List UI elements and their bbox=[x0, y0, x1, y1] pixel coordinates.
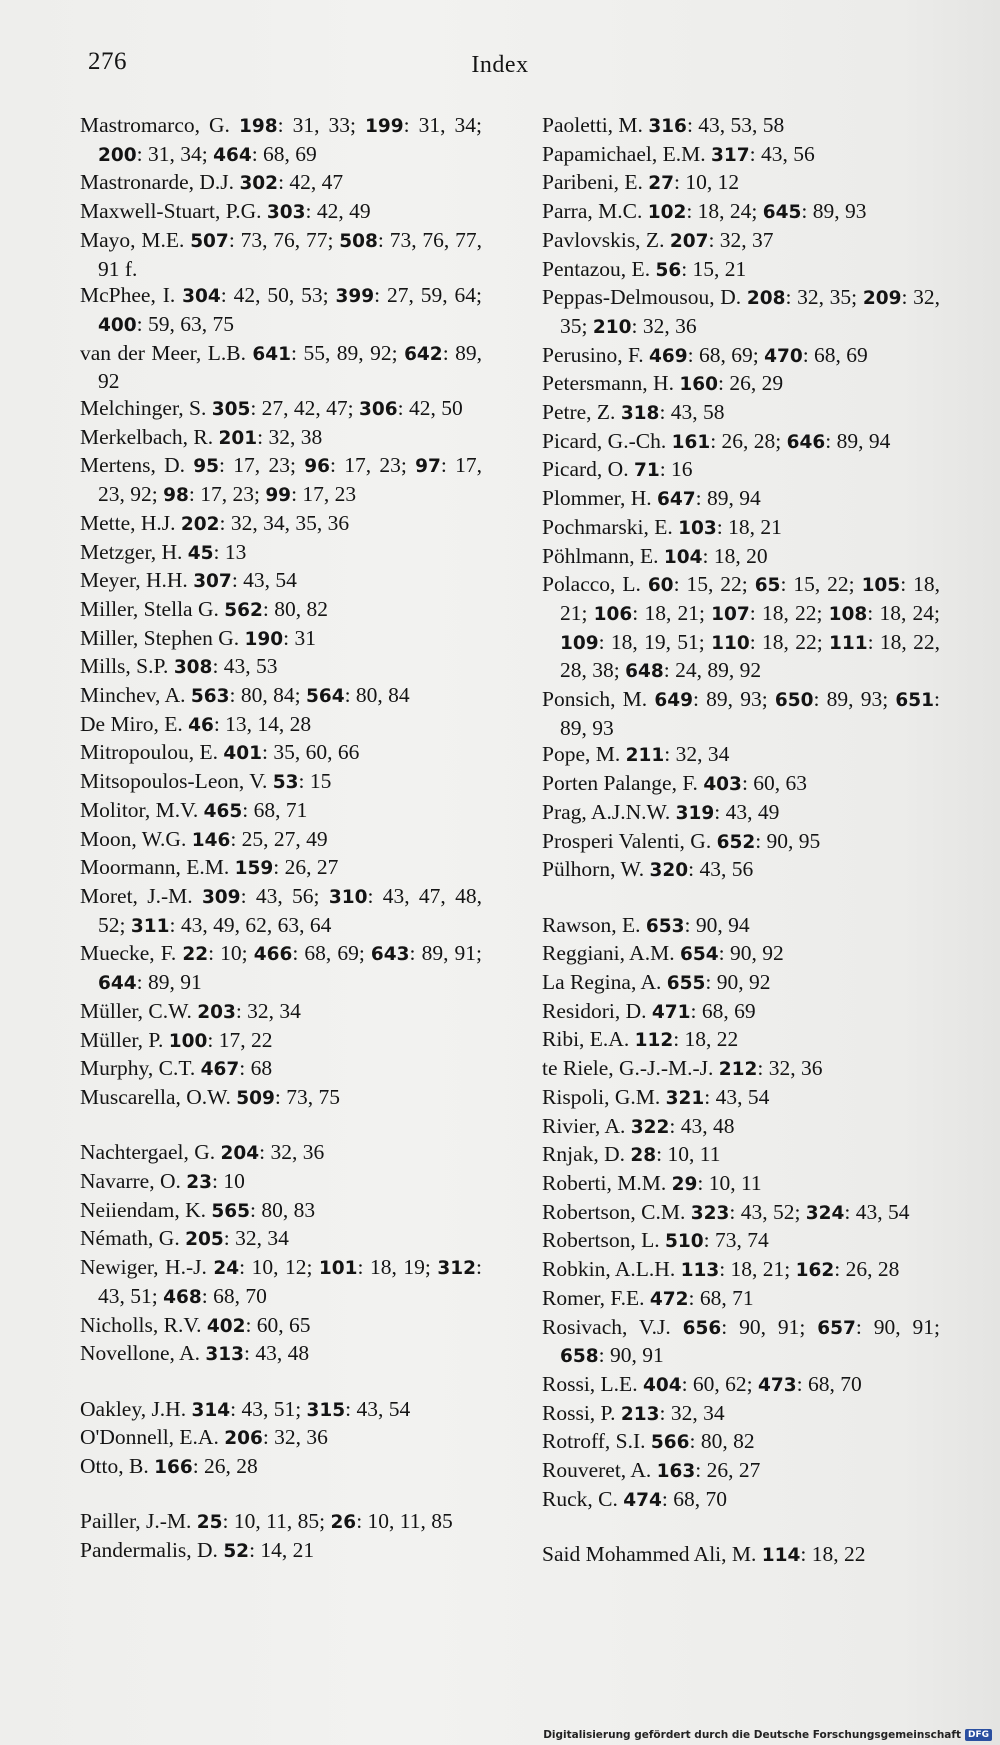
index-entry: Oakley, J.H. 314: 43, 51; 315: 43, 54 bbox=[80, 1396, 411, 1421]
index-entry: Metzger, H. 45: 13 bbox=[80, 539, 247, 564]
index-entry: Otto, B. 166: 26, 28 bbox=[80, 1454, 258, 1479]
index-entry: Mastronarde, D.J. 302: 42, 47 bbox=[80, 170, 344, 195]
index-entry: Petre, Z. 318: 43, 58 bbox=[542, 400, 725, 425]
index-entry: Murphy, C.T. 467: 68 bbox=[80, 1056, 273, 1081]
index-entry: Rosivach, V.J. 656: 90, 91; 657: 90, 91; 658: 90, 91 bbox=[542, 1314, 941, 1368]
index-entry: Novellone, A. 313: 43, 48 bbox=[80, 1341, 310, 1366]
running-head: Index bbox=[471, 52, 529, 78]
index-entry: Moon, W.G. 146: 25, 27, 49 bbox=[80, 826, 328, 851]
index-entry: Mills, S.P. 308: 43, 53 bbox=[80, 654, 278, 679]
index-entry: Petersmann, H. 160: 26, 29 bbox=[542, 371, 784, 396]
index-entry: Prosperi Valenti, G. 652: 90, 95 bbox=[542, 828, 821, 853]
index-entry: Paribeni, E. 27: 10, 12 bbox=[542, 170, 740, 195]
index-entry: Pentazou, E. 56: 15, 21 bbox=[542, 256, 747, 281]
index-entry: Maxwell-Stuart, P.G. 303: 42, 49 bbox=[80, 199, 371, 224]
letter-group-gap bbox=[542, 1514, 940, 1541]
index-entry: Neiiendam, K. 565: 80, 83 bbox=[80, 1197, 316, 1222]
index-entry: Muscarella, O.W. 509: 73, 75 bbox=[80, 1084, 340, 1109]
index-entry: Mette, H.J. 202: 32, 34, 35, 36 bbox=[80, 510, 350, 535]
index-entry: Residori, D. 471: 68, 69 bbox=[542, 998, 756, 1023]
dfg-logo-icon: DFG bbox=[965, 1729, 992, 1741]
index-entry: Peppas-Delmousou, D. 208: 32, 35; 209: 32, 35; 210: 32, 36 bbox=[542, 285, 940, 338]
index-entry: Mertens, D. 95: 17, 23; 96: 17, 23; 97: 17, 23, 92; 98: 17, 23; 99: 17, 23 bbox=[80, 453, 482, 507]
index-entry: Némath, G. 205: 32, 34 bbox=[80, 1226, 289, 1251]
index-entry: Navarre, O. 23: 10 bbox=[80, 1169, 245, 1193]
index-entry: Meyer, H.H. 307: 43, 54 bbox=[80, 568, 297, 593]
index-entry: Said Mohammed Ali, M. 114: 18, 22 bbox=[542, 1542, 866, 1567]
index-entry: Ribi, E.A. 112: 18, 22 bbox=[542, 1027, 739, 1052]
index-entry: Prag, A.J.N.W. 319: 43, 49 bbox=[542, 799, 780, 824]
index-entry: La Regina, A. 655: 90, 92 bbox=[542, 970, 771, 995]
index-entry: Polacco, L. 60: 15, 22; 65: 15, 22; 105: 18, 21; 106: 18, 21; 107: 18, 22; 108: 18, 24; 109: 18, 19, 51; 110: 18, 22; 111: 18, 22, 28, 38; 648: 24, 89, 92 bbox=[542, 572, 940, 683]
index-entry: Rossi, P. 213: 32, 34 bbox=[542, 1400, 725, 1425]
index-entry: Porten Palange, F. 403: 60, 63 bbox=[542, 771, 808, 796]
index-entry: Pülhorn, W. 320: 43, 56 bbox=[542, 857, 754, 882]
credit-text: Digitalisierung gefördert durch die Deutsche Forschungsgemeinschaft bbox=[543, 1729, 961, 1741]
index-entry: Picard, G.-Ch. 161: 26, 28; 646: 89, 94 bbox=[542, 428, 891, 453]
index-entry: Muecke, F. 22: 10; 466: 68, 69; 643: 89, 91; 644: 89, 91 bbox=[80, 941, 482, 995]
index-entry: te Riele, G.-J.-M.-J. 212: 32, 36 bbox=[542, 1056, 823, 1081]
index-entry: Pochmarski, E. 103: 18, 21 bbox=[542, 514, 782, 539]
index-entry: Papamichael, E.M. 317: 43, 56 bbox=[542, 141, 815, 166]
index-entry: Newiger, H.-J. 24: 10, 12; 101: 18, 19; 312: 43, 51; 468: 68, 70 bbox=[80, 1255, 482, 1308]
index-entry: Nachtergael, G. 204: 32, 36 bbox=[80, 1140, 325, 1165]
letter-group-gap bbox=[542, 885, 940, 912]
index-entry: Rawson, E. 653: 90, 94 bbox=[542, 912, 750, 937]
index-entry: Rotroff, S.I. 566: 80, 82 bbox=[542, 1429, 755, 1454]
index-entry: Pandermalis, D. 52: 14, 21 bbox=[80, 1538, 315, 1563]
index-entry: Rouveret, A. 163: 26, 27 bbox=[542, 1458, 761, 1483]
index-entry: Pope, M. 211: 32, 34 bbox=[542, 742, 730, 767]
index-entry: Müller, C.W. 203: 32, 34 bbox=[80, 998, 301, 1023]
index-entry: Ruck, C. 474: 68, 70 bbox=[542, 1486, 727, 1511]
index-entry: O'Donnell, E.A. 206: 32, 36 bbox=[80, 1425, 328, 1450]
index-entry: Paoletti, M. 316: 43, 53, 58 bbox=[542, 113, 785, 137]
index-entry: Pöhlmann, E. 104: 18, 20 bbox=[542, 543, 768, 568]
index-entry: Rispoli, G.M. 321: 43, 54 bbox=[542, 1084, 770, 1109]
index-entry: De Miro, E. 46: 13, 14, 28 bbox=[80, 711, 312, 736]
index-entry: Minchev, A. 563: 80, 84; 564: 80, 84 bbox=[80, 683, 410, 708]
index-entry: Robertson, L. 510: 73, 74 bbox=[542, 1228, 769, 1253]
index-entry: Mitropoulou, E. 401: 35, 60, 66 bbox=[80, 740, 360, 765]
index-entry: Robkin, A.L.H. 113: 18, 21; 162: 26, 28 bbox=[542, 1257, 900, 1282]
letter-group-gap bbox=[80, 1369, 482, 1396]
index-entry: Reggiani, A.M. 654: 90, 92 bbox=[542, 941, 784, 966]
index-entry: van der Meer, L.B. 641: 55, 89, 92; 642: 89, 92 bbox=[80, 340, 482, 394]
page-number: 276 bbox=[88, 48, 127, 75]
index-entry: Perusino, F. 469: 68, 69; 470: 68, 69 bbox=[542, 342, 868, 367]
index-entry: Romer, F.E. 472: 68, 71 bbox=[542, 1285, 754, 1310]
index-entry: Merkelbach, R. 201: 32, 38 bbox=[80, 424, 323, 449]
index-entry: Moormann, E.M. 159: 26, 27 bbox=[80, 855, 339, 880]
digitization-credit bbox=[543, 1729, 992, 1741]
index-entry: Mitsopoulos-Leon, V. 53: 15 bbox=[80, 769, 332, 794]
index-entry: Moret, J.-M. 309: 43, 56; 310: 43, 47, 48, 52; 311: 43, 49, 62, 63, 64 bbox=[80, 883, 482, 937]
index-entry: Müller, P. 100: 17, 22 bbox=[80, 1027, 273, 1052]
index-entry: Rivier, A. 322: 43, 48 bbox=[542, 1113, 735, 1138]
letter-group-gap bbox=[80, 1113, 482, 1140]
index-entry: Miller, Stephen G. 190: 31 bbox=[80, 625, 317, 650]
index-column-left bbox=[80, 112, 482, 1566]
index-entry: Parra, M.C. 102: 18, 24; 645: 89, 93 bbox=[542, 199, 867, 224]
index-entry: Pavlovskis, Z. 207: 32, 37 bbox=[542, 227, 774, 252]
index-entry: Ponsich, M. 649: 89, 93; 650: 89, 93; 651: 89, 93 bbox=[542, 687, 940, 740]
index-entry: Nicholls, R.V. 402: 60, 65 bbox=[80, 1312, 311, 1337]
index-entry: Miller, Stella G. 562: 80, 82 bbox=[80, 596, 328, 621]
index-entry: Pailler, J.-M. 25: 10, 11, 85; 26: 10, 11, 85 bbox=[80, 1509, 453, 1534]
index-entry: Mastromarco, G. 198: 31, 33; 199: 31, 34; 200: 31, 34; 464: 68, 69 bbox=[80, 113, 483, 166]
index-entry: Mayo, M.E. 507: 73, 76, 77; 508: 73, 76, 77, 91 f. bbox=[80, 227, 482, 281]
index-entry: Roberti, M.M. 29: 10, 11 bbox=[542, 1171, 762, 1195]
index-entry: Plommer, H. 647: 89, 94 bbox=[542, 486, 761, 511]
index-entry: Rnjak, D. 28: 10, 11 bbox=[542, 1142, 721, 1167]
index-entry: Rossi, L.E. 404: 60, 62; 473: 68, 70 bbox=[542, 1371, 862, 1396]
letter-group-gap bbox=[80, 1482, 482, 1509]
index-entry: Robertson, C.M. 323: 43, 52; 324: 43, 54 bbox=[542, 1199, 910, 1224]
index-entry: Molitor, M.V. 465: 68, 71 bbox=[80, 797, 308, 822]
index-entry: Picard, O. 71: 16 bbox=[542, 457, 693, 482]
index-entry: McPhee, I. 304: 42, 50, 53; 399: 27, 59, 64; 400: 59, 63, 75 bbox=[80, 283, 482, 336]
index-column-right bbox=[542, 112, 940, 1570]
index-entry: Melchinger, S. 305: 27, 42, 47; 306: 42, 50 bbox=[80, 396, 463, 421]
